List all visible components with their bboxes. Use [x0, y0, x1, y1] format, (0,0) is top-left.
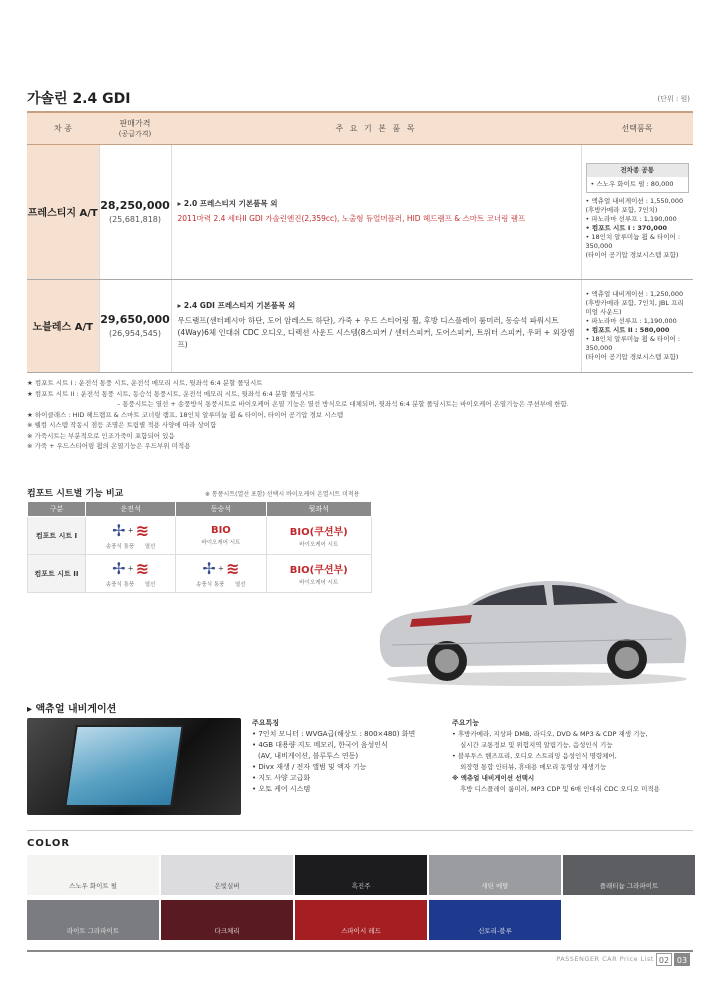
color-divider: [27, 830, 693, 831]
fan-icon: ✢: [112, 559, 126, 578]
nav-screen: [64, 725, 184, 807]
footer-rule: [27, 950, 693, 952]
seat-table: 구분 운전석 동승석 뒷좌석 컴포트 시트 I ✢ + ≋ 송풍식 통풍 열선 BIO 바이오케어 시트 BIO(쿠션부) 바이오케어 시트 컴포트 시트 II ✢ + ≋ 송풍식 통풍 열선 ✢ + ≋ 송풍식 통풍 열선 BIO(쿠션부) 바이오케어 시트: [27, 501, 372, 593]
fan-icon: ✢: [112, 521, 126, 540]
heater-icon: ≋: [226, 559, 240, 578]
color-swatch: 스노우 화이트 펄: [27, 855, 159, 895]
options-noblesse: • 액츄얼 내비게이션 : 1,250,000 (후방카메라 포함, 7인치, JBL 프리미엄 사운드) • 파노라마 선루프 : 1,190,000 • 컴포트 시트 II : 580,000 • 18인치 알루미늄 휠 & 타이어 : 350,000 (타이어 공기압 경보시스템 포함): [581, 279, 693, 372]
color-title: COLOR: [27, 838, 71, 849]
footer-text: PASSENGER CAR Price List: [556, 955, 654, 963]
seat-note: ※ 통풍시트(열선 포함) 선택시 바이오케어 온열시트 미적용: [205, 491, 360, 498]
features-prestige: ▸ 2.0 프레스티지 기본품목 외 2011마력 2.4 세타II GDI 가솔린엔진(2,359cc), 노출형 듀얼머플러, HID 헤드램프 & 스마트 코너링 램프: [171, 144, 581, 279]
nav-features: 주요특징 • 7인치 모니터 : WVGA급(해상도 : 800×480) 화면 • 4GB 대용량 지도 메모리, 한국어 음성인식 (AV, 내비게이션, 블루투스 연동) • Divx 재생 / 전자 앨범 및 액자 기능 • 지도 사양 고급화 • 오토 케어 시스템: [252, 719, 416, 793]
page-title: 가솔린 2.4 GDI: [27, 91, 131, 107]
price-prestige: 28,250,000 (25,681,818): [99, 144, 171, 279]
seat-title: 컴포트 시트별 기능 비교: [27, 489, 124, 499]
col-model: 차 종: [27, 112, 99, 144]
col-option: 선택품목: [581, 112, 693, 144]
options-prestige: 전차종 공통 • 스노우 화이트 펄 : 80,000 • 액츄얼 내비게이션 : 1,550,000 (후방카메라 포함, 7인치) • 파노라마 선루프 : 1,190,000 • 컴포트 시트 I : 370,000 • 18인치 알루미늄 휠 & 타이어 : 350,000 (타이어 공기압 경보시스템 포함): [581, 144, 693, 279]
color-swatch: 은빛실버: [161, 855, 293, 895]
model-noblesse: 노블레스 A/T: [27, 279, 99, 372]
price-table: [27, 111, 693, 373]
color-swatch: 흑진주: [295, 855, 427, 895]
col-price: 판매가격 (공급가격): [99, 112, 171, 144]
color-swatch: 플래티늄 그라파이트: [563, 855, 695, 895]
nav-functions: 주요기능 • 후방카메라, 지상파 DMB, 라디오, DVD & MP3 & CDP 재생 기능, 실시간 교통정보 및 위험지역 알림기능, 음성인식 기능 • 블루투스 핸즈프리, 오디오 스트리밍 음성인식 명령체어, 외장형 통합 인터뷰, 휴대용 메모리 동영상 재생기능 ※ 액츄얼 내비게이션 선택시 후방 디스플레이 룸미러, MP3 CDP 및 6매 인대쉬 CDC 오디오 미적용: [452, 719, 660, 793]
heater-icon: ≋: [135, 521, 150, 540]
notes: ★ 컴포트 시트 I : 운전석 통풍 시트, 운전석 메모리 시트, 뒷좌석 6:4 분할 폴딩시트 ★ 컴포트 시트 II : 운전석 통풍 시트, 동승석 통풍시트, 운전석 메모리 시트, 뒷좌석 6:4 분할 폴딩시트 – 통풍시트는 열선 + 송풍방식 통풍시트로 바이오케어 온열 기능은 열선 방식으로 대체되며, 뒷좌석 6:4 분할 폴딩시트는 바이오케어 온열기능은 쿠션부에 한함. ★ 하이클래스 : HID 헤드램프 & 스마트 코너링 램프, 18인치 알루미늄 휠 & 타이어, 타이어 공기압 경보 시스템 ※ 웰컴 시스템 작동시 점등 조명은 트림별 적용 사양에 따라 상이함 ※ 가죽시트는 부분적으로 인조가죽이 포함되어 있음 ※ 가죽 + 우드스티어링 휠의 온열기능은 우드부위 미적용: [27, 379, 569, 450]
features-noblesse: ▸ 2.4 GDI 프레스티지 기본품목 외 무드램프(센터페시아 하단, 도어 암레스트 하단), 가죽 + 우드 스티어링 휠, 후방 디스플레이 룸미러, 동승석 파워시트(4Way)6체 인대쉬 CDC 오디오, 디렉션 사운드 시스템(8스피커 / 센터스피커, 도어스피커, 트위터 스피커, 우퍼 + 외장앰프): [171, 279, 581, 372]
unit-label: (단위 : 원): [657, 95, 690, 103]
color-swatch: 라이트 그라파이트: [27, 900, 159, 940]
color-swatch: 스파이시 레드: [295, 900, 427, 940]
color-swatch: 신토리-블루: [429, 900, 561, 940]
page-number-left: 02: [656, 953, 672, 966]
model-prestige: 프레스티지 A/T: [27, 144, 99, 279]
nav-title: ▸ 액츄얼 내비게이션: [27, 704, 117, 715]
price-noblesse: 29,650,000 (26,954,545): [99, 279, 171, 372]
color-swatch: 새틴 메탈: [429, 855, 561, 895]
col-basic: 주 요 기 본 품 목: [171, 112, 581, 144]
heater-icon: ≋: [135, 559, 150, 578]
page-number-right: 03: [674, 953, 690, 966]
color-swatch: 다크체리: [161, 900, 293, 940]
car-image: [372, 575, 690, 690]
fan-icon: ✢: [202, 559, 216, 578]
